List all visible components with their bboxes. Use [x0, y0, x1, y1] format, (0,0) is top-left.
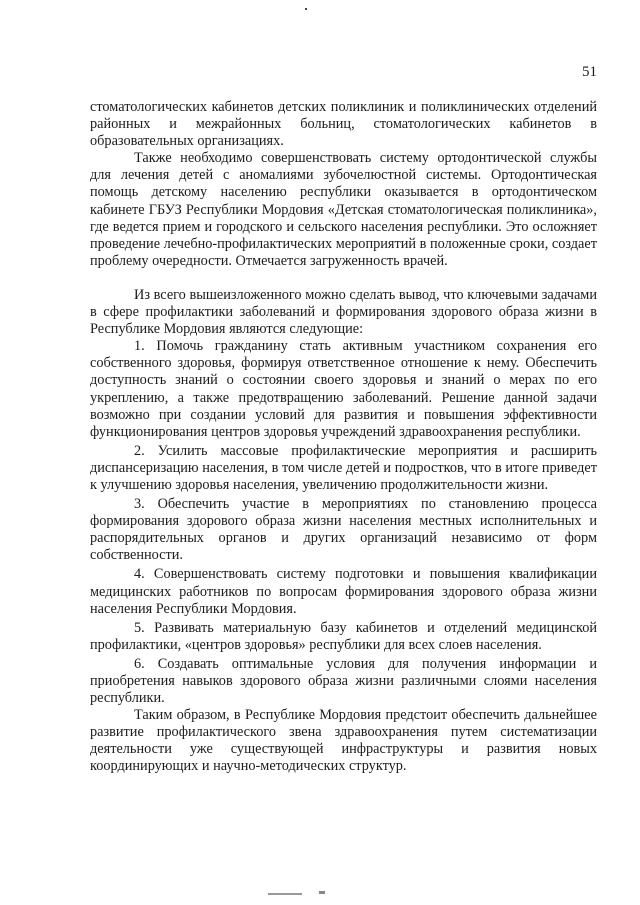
list-item-1: 1. Помочь гражданину стать активным участником сохранения его собственного здоровья, формируя ответственное отношение к нему. Обеспечить доступность знаний о состоянии своего здоровья и знаний о мерах по его укреплению, а также предотвращению заболеваний. Решение данной задачи возможно при создании условий для развития и повышения эффективности функционирования центров здоровья учреждений здравоохранения республики.: [90, 338, 597, 440]
paragraph-conclusion-intro: Из всего вышеизложенного можно сделать вывод, что ключевыми задачами в сфере профилактики заболеваний и формирования здорового образа жизни в Республике Мордовия являются следующие:: [90, 286, 597, 338]
page-number: 51: [582, 64, 597, 80]
document-body: [90, 99, 597, 776]
list-item-2: 2. Усилить массовые профилактические мероприятия и расширить диспансеризацию населения, в том числе детей и подростков, что в итоге приведет к улучшению здоровья населения, увеличению продолжительности жизни.: [90, 442, 597, 493]
list-item-4: 4. Совершенствовать систему подготовки и повышения квалификации медицинских работников по вопросам формирования здорового образа жизни населения Республики Мордовия.: [90, 566, 597, 617]
list-item-6: 6. Создавать оптимальные условия для получения информации и приобретения навыков здорового образа жизни различными слоями населения республики.: [90, 655, 597, 707]
scan-artifact-line: [268, 893, 302, 895]
paragraph-continuation: стоматологических кабинетов детских поликлиник и поликлинических отделений районных и межрайонных больниц, стоматологических кабинетов в образовательных организациях.: [90, 99, 597, 150]
paragraph-summary: Таким образом, в Республике Мордовия предстоит обеспечить дальнейшее развитие профилактического звена здравоохранения путем систематизации деятельности уже существующей инфраструктуры и развития новых координирующих и научно-методических структур.: [90, 707, 597, 775]
scan-artifact-mark: [319, 891, 325, 894]
paragraph-orthodontics: Также необходимо совершенствовать систему ортодонтической службы для лечения детей с аномалиями зубочелюстной системы. Ортодонтическая помощь детскому населению республики оказывается в ортодонтическом кабинете ГБУЗ Республики Мордовия «Детская стоматологическая поликлиника», где ведется прием и городского и сельского населения республики. Это осложняет проведение лечебно-профилактических мероприятий в положенные сроки, создает проблему очередности. Отмечается загруженность врачей.: [90, 150, 597, 269]
scan-artifact-dot: [305, 8, 307, 10]
list-item-5: 5. Развивать материальную базу кабинетов и отделений медицинской профилактики, «центров здоровья» республики для всех слоев населения.: [90, 619, 597, 653]
list-item-3: 3. Обеспечить участие в мероприятиях по становлению процесса формирования здорового образа жизни населения местных исполнительных и распорядительных органов и других организаций независимо от форм собственности.: [90, 496, 597, 564]
